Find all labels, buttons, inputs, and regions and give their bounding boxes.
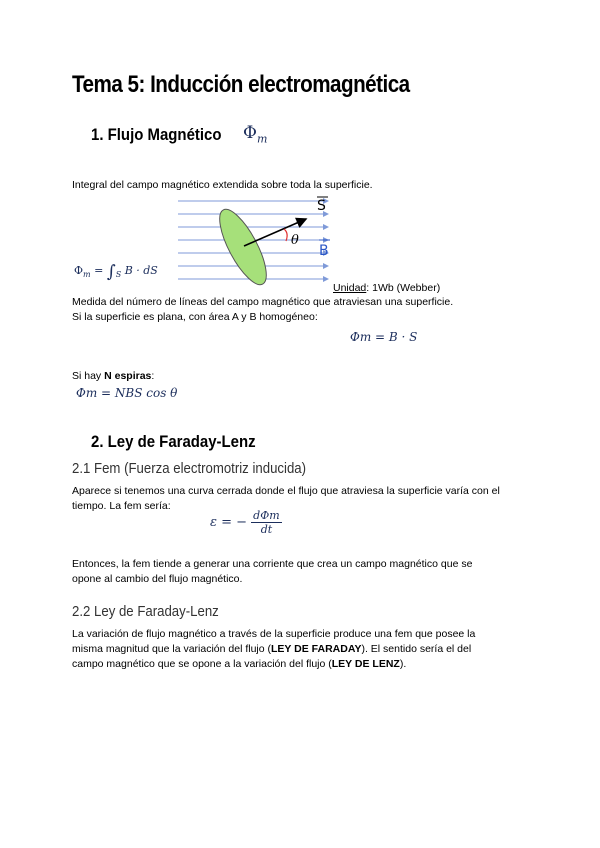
fem-formula: ε = − dΦm dt xyxy=(210,509,280,536)
faraday-lenz-line-1: La variación de flujo magnético a través de la superficie produce una fem que posee la xyxy=(72,628,476,640)
line-measure: Medida del número de líneas del campo magnético que atraviesan una superficie. xyxy=(72,296,454,308)
line-flat-surface: Si la superficie es plana, con área A y B homogéneo: xyxy=(72,311,318,323)
unit-text: Unidad: 1Wb (Webber) xyxy=(333,282,441,294)
surface-ellipse xyxy=(211,203,275,289)
n-espiras-text: Si hay N espiras: xyxy=(72,370,155,382)
flux-figure xyxy=(178,195,336,289)
fem-paragraph-line-1: Aparece si tenemos una curva cerrada donde el flujo que atraviesa la superficie varía con el xyxy=(72,485,500,497)
faraday-lenz-line-3: campo magnético que se opone a la variación del flujo (LEY DE LENZ). xyxy=(72,658,407,670)
fem-consequence-line-1: Entonces, la fem tiende a generar una corriente que crea un campo magnético que se xyxy=(72,558,473,570)
section-2-heading: 2. Ley de Faraday-Lenz xyxy=(91,432,256,451)
label-b: B xyxy=(319,243,329,259)
faraday-lenz-line-2: misma magnitud que la variación del flujo (LEY DE FARADAY). El sentido sería el del xyxy=(72,643,472,655)
flat-surface-formula: Φm = B · S xyxy=(350,330,418,344)
page-title: Tema 5: Inducción electromagnética xyxy=(72,71,410,98)
subsection-2-2-heading: 2.2 Ley de Faraday-Lenz xyxy=(72,603,219,620)
subsection-2-1-heading: 2.1 Fem (Fuerza electromotriz inducida) xyxy=(72,460,307,477)
section-1-heading: 1. Flujo Magnético xyxy=(91,125,222,144)
label-s: S xyxy=(317,198,326,214)
n-espiras-formula: Φm = NBS cos θ xyxy=(76,386,178,400)
flux-integral-formula: $\Phi_m = \int_S$ B · dS xyxy=(74,262,158,282)
intro-text: Integral del campo magnético extendida sobre toda la superficie. xyxy=(72,179,373,191)
flux-symbol: $\Phi_m$ xyxy=(243,123,268,146)
fem-consequence-line-2: opone al cambio del flujo magnético. xyxy=(72,573,243,585)
angle-arc xyxy=(284,229,287,241)
label-theta: θ xyxy=(291,233,299,248)
fem-paragraph-line-2: tiempo. La fem sería: xyxy=(72,500,171,512)
